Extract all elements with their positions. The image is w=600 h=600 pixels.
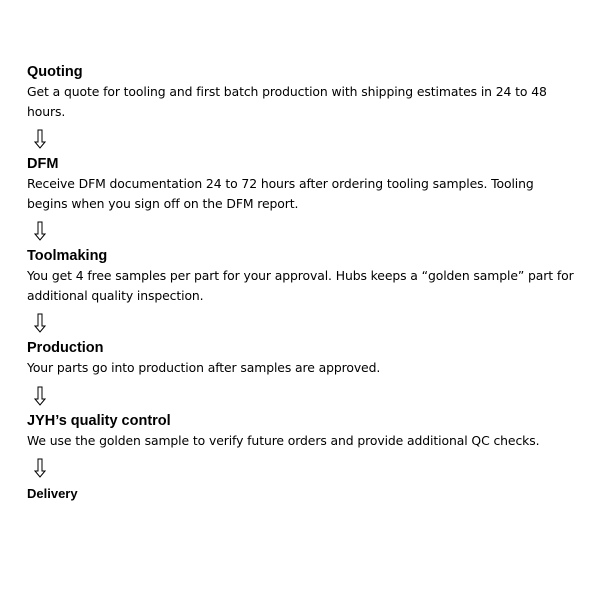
step-description: We use the golden sample to verify future orders and provide additional QC checks. — [27, 432, 540, 448]
step-description: Your parts go into production after samples are approved. — [27, 360, 381, 375]
step-title: Production — [27, 340, 104, 356]
down-arrow-icon — [34, 129, 575, 149]
down-arrow-icon — [34, 458, 575, 478]
process-document — [27, 63, 575, 503]
down-arrow-icon — [34, 221, 575, 241]
step-description: You get 4 free samples per part for your approval. Hubs keeps a “golden sample” part for additional quality inspection. — [27, 268, 574, 303]
step-title: Toolmaking — [27, 248, 108, 264]
step-quoting — [27, 63, 575, 121]
step-title: DFM — [27, 156, 59, 172]
step-toolmaking — [27, 247, 575, 305]
step-description: Receive DFM documentation 24 to 72 hours after ordering tooling samples. Tooling begins when you sign off on the DFM report. — [27, 176, 534, 211]
step-title: JYH’s quality control — [27, 412, 171, 429]
step-delivery — [27, 484, 575, 503]
step-quality-control — [27, 412, 575, 451]
down-arrow-icon — [34, 313, 575, 333]
step-dfm — [27, 155, 575, 213]
step-production — [27, 339, 575, 378]
step-title: Delivery — [27, 486, 78, 501]
down-arrow-icon — [34, 386, 575, 406]
step-title: Quoting — [27, 64, 83, 80]
step-description: Get a quote for tooling and first batch production with shipping estimates in 24 to 48 hours. — [27, 84, 547, 119]
